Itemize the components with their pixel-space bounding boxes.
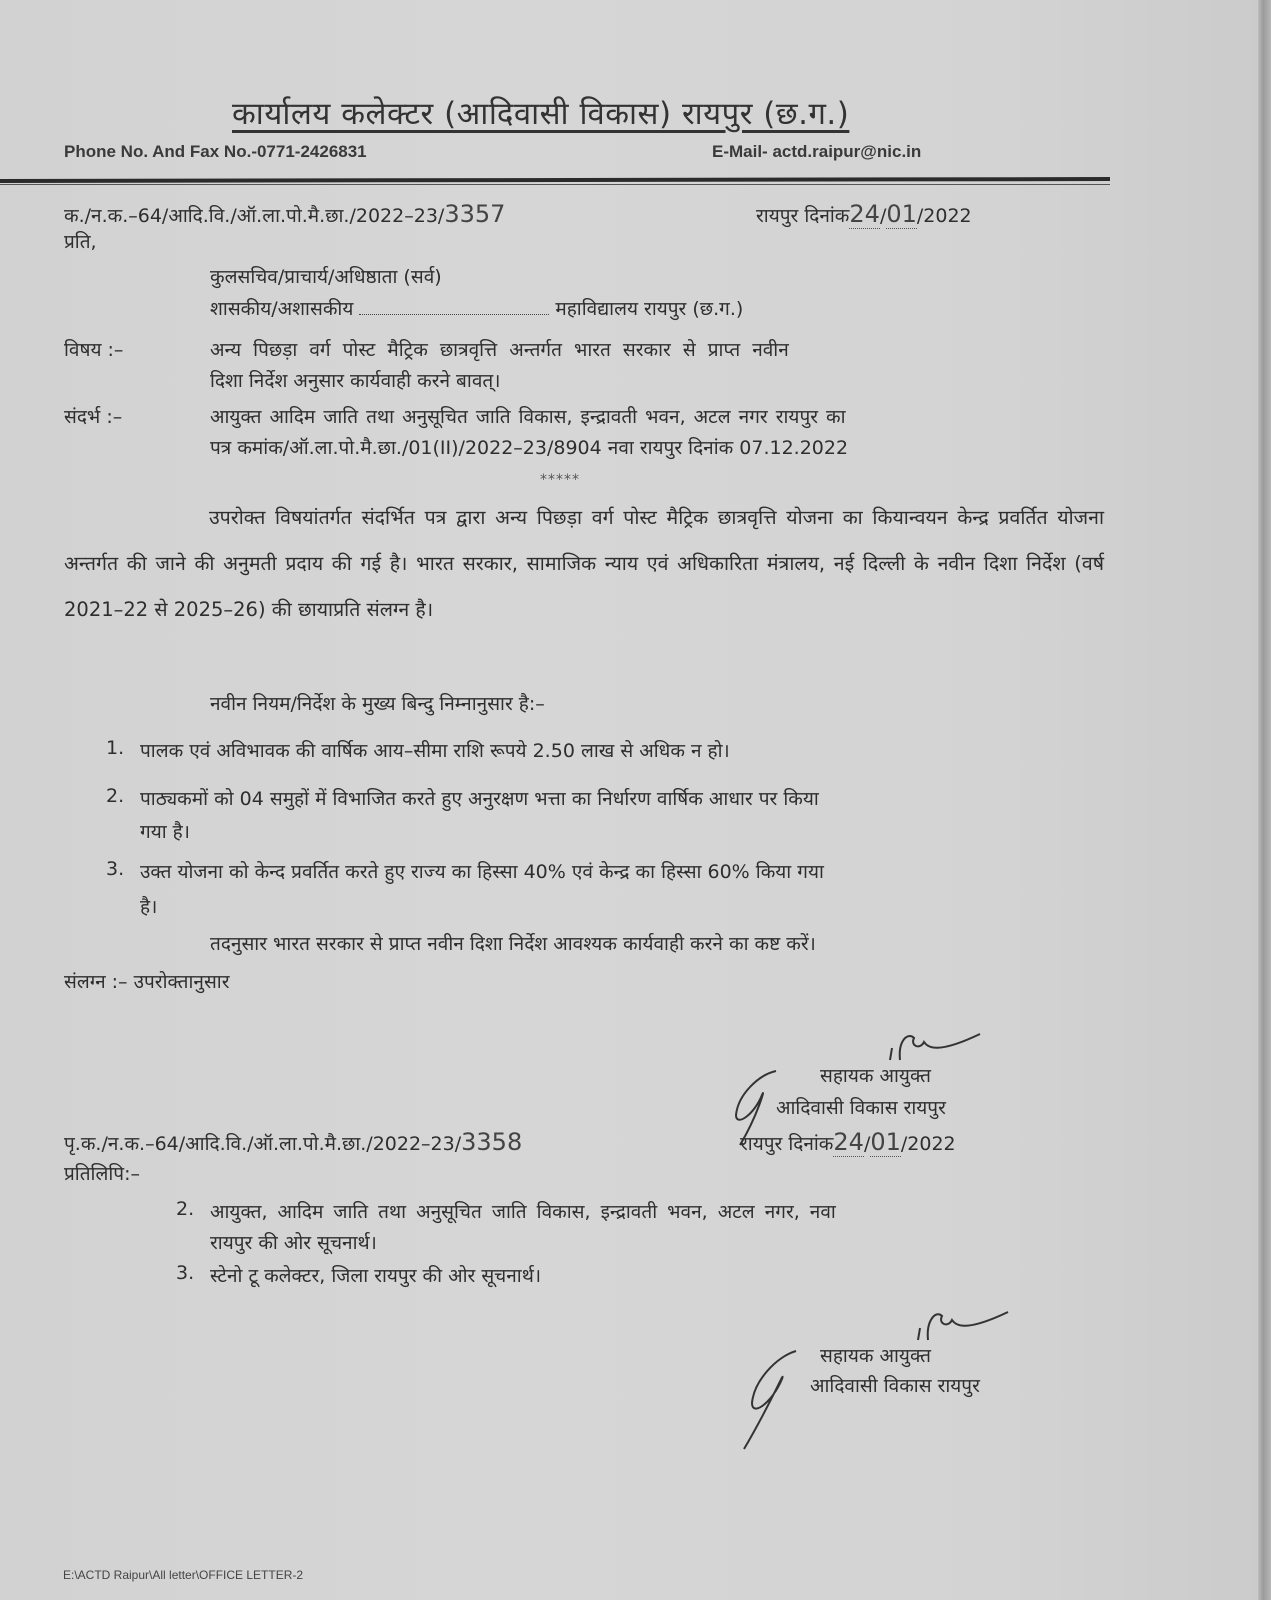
copy-3-line-1: स्टेनो टू कलेक्टर, जिला रायपुर की ओर सूचनार्थ। [210,1265,542,1287]
reference-line-2: पत्र कमांक/ऑ.ला.पो.मै.छा./01(II)/2022–23/8904 नवा रायपुर दिनांक 07.12.2022 [210,437,849,459]
recipient-college: महाविद्यालय रायपुर (छ.ग.) [555,298,744,320]
endorsement-date-prefix: रायपुर दिनांक [740,1133,834,1155]
body-paragraph [64,495,1104,633]
phone-fax: Phone No. And Fax No.-0771-2426831 [64,142,367,161]
point-2-text-line-2: गया है। [140,821,190,843]
body-text: उपरोक्त विषयांतर्गत संदर्भित पत्र द्वारा अन्य पिछड़ा वर्ग पोस्ट मैट्रिक छात्रवृत्ति योजना का कियान्वयन केन्द्र प्रवर्तित योजना अन्तर्गत की जाने की अनुमती प्रदाय की गई है। भारत सरकार, सामाजिक न्याय एवं अधिकारिता मंत्रालय, नई दिल्ली के नवीन दिशा निर्देश (वर्ष 2021–22 से 2025–26) की छायाप्रति संलग्न है। [64,506,1104,621]
date-year: /2022 [916,205,972,227]
point-3-text-line-2: है। [140,896,158,918]
blank-college-field [359,300,549,315]
ref-prefix: क./न.क.–64/आदि.वि./ऑ.ला.पो.मै.छा./2022–23/ [64,205,445,227]
copy-label: प्रतिलिपि:– [64,1163,140,1185]
copy-2-line-1: आयुक्त, आदिम जाति तथा अनुसूचित जाति विकास, इन्द्रावती भवन, अटल नगर, नवा [210,1201,836,1223]
point-3-text-line-1: उक्त योजना को केन्द प्रवर्तित करते हुए राज्य का हिस्सा 40% एवं केन्द्र का हिस्सा 60% किया गया [140,861,824,883]
date-day: 24 [849,200,880,228]
signature-flourish-2-icon [740,1345,820,1455]
point-3-number: 3. [106,858,125,880]
endorsement-date-day: 24 [833,1128,864,1156]
reference-line-1: आयुक्त आदिम जाति तथा अनुसूचित जाति विकास, इन्द्रावती भवन, अटल नगर रायपुर का [210,406,846,428]
point-2-number: 2. [106,785,125,807]
copy-2-number: 2. [176,1198,195,1220]
enclosure: संलग्न :– उपरोक्तानुसार [64,971,230,993]
points-intro: नवीन नियम/निर्देश के मुख्य बिन्दु निम्नानुसार है:– [210,693,545,715]
date-month: 01 [886,200,917,228]
signatory-2-office: आदिवासी विकास रायपुर [810,1375,980,1397]
closing-line: तदनुसार भारत सरकार से प्राप्त नवीन दिशा निर्देश आवश्यक कार्यवाही करने का कष्ट करें। [210,933,816,955]
copy-3-number: 3. [176,1262,195,1284]
recipient-line-1: कुलसचिव/प्राचार्य/अधिष्ठाता (सर्व) [210,266,442,288]
point-2-text-line-1: पाठ्यकमों को 04 समुहों में विभाजित करते हुए अनुरक्षण भत्ता का निर्धारण वार्षिक आधार पर किया [140,788,819,810]
recipient-type: शासकीय/अशासकीय [210,298,354,320]
endorsement-date-year: /2022 [900,1133,956,1155]
page-edge-shadow [1258,0,1271,1600]
letterhead-rule-thick [0,177,1110,183]
endorsement-date-month: 01 [870,1128,901,1156]
letter-reference [64,200,505,228]
email-address: E-Mail- actd.raipur@nic.in [712,142,922,161]
letterhead-rule-thin [0,184,1110,185]
file-path: E:\ACTD Raipur\All letter\OFFICE LETTER-2 [63,1568,304,1582]
date-prefix: रायपुर दिनांक [756,205,850,227]
office-title: कार्यालय कलेक्टर (आदिवासी विकास) रायपुर (छ.ग.) [232,96,850,132]
point-1-text: पालक एवं अविभावक की वार्षिक आय–सीमा राशि रूपये 2.50 लाख से अधिक न हो। [140,740,730,762]
signatory-2-designation: सहायक आयुक्त [820,1345,931,1367]
copy-2-line-2: रायपुर की ओर सूचनार्थ। [210,1232,377,1254]
endorsement-ref-prefix: पृ.क./न.क.–64/आदि.वि./ऑ.ला.पो.मै.छा./2022–23/ [64,1133,462,1155]
to-label: प्रति, [64,231,97,253]
endorsement-date: रायपुर दिनांक24/01/2022 [740,1128,956,1156]
ref-number: 3357 [444,200,506,228]
subject-label: विषय :– [64,339,124,361]
point-1-number: 1. [106,737,125,759]
subject-line-2: दिशा निर्देश अनुसार कार्यवाही करने बावत्। [210,370,501,392]
signatory-designation: सहायक आयुक्त [820,1065,931,1087]
signatory-office: आदिवासी विकास रायपुर [776,1097,946,1119]
subject-line-1: अन्य पिछड़ा वर्ग पोस्ट मैट्रिक छात्रवृत्ति अन्तर्गत भारत सरकार से प्राप्त नवीन [210,339,789,361]
endorsement-reference [64,1128,522,1156]
letter-date: रायपुर दिनांक24/01/2022 [756,200,972,228]
endorsement-ref-number: 3358 [461,1128,523,1156]
reference-label: संदर्भ :– [64,406,123,428]
separator-stars: ***** [540,472,580,488]
recipient-line-2 [210,295,743,321]
